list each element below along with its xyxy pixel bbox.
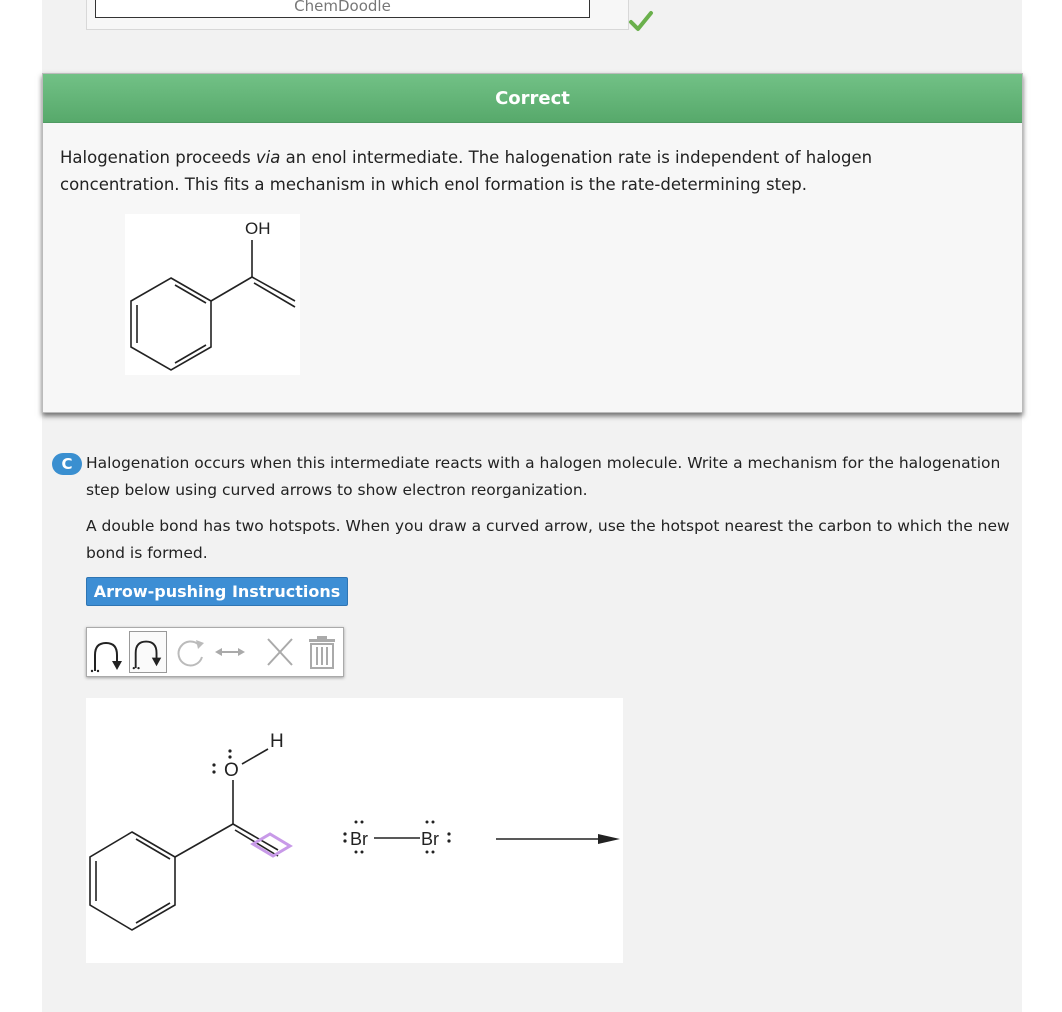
correct-feedback-box: [42, 73, 1023, 413]
mechanism-canvas[interactable]: [86, 698, 623, 963]
single-electron-arrow-icon[interactable]: [129, 631, 167, 673]
resonance-arrow-icon[interactable]: [211, 631, 249, 673]
part-c-question: Halogenation occurs when this intermediate reacts with a halogen molecule. Write a mechanism for the halogenation step below using curved arrows to show electron reorganization.: [86, 454, 1001, 499]
arrow-toolbar: [86, 627, 344, 677]
curved-arrow-icon[interactable]: [89, 631, 127, 673]
feedback-text: Halogenation proceeds via an enol intermediate. The halogenation rate is independent of halogen concentration. This fits a mechanism in which enol formation is the rate-determining step.: [60, 148, 873, 194]
rotate-icon[interactable]: [171, 631, 209, 673]
oxygen-atom: O: [224, 760, 239, 781]
bromine-right: Br: [421, 829, 439, 849]
editor-label: ChemDoodle: [294, 0, 391, 15]
trash-icon[interactable]: [303, 631, 341, 673]
hotspot-note: A double bond has two hotspots. When you draw a curved arrow, use the hotspot nearest the carbon to which the new bond is formed.: [86, 517, 1010, 562]
part-c-badge: C: [52, 453, 82, 475]
check-icon: [628, 10, 654, 32]
hydrogen-atom: H: [270, 731, 284, 752]
delete-x-icon[interactable]: [261, 631, 299, 673]
bromine-left: Br: [350, 829, 368, 849]
enol-structure: [125, 214, 300, 375]
feedback-title: Correct: [43, 74, 1022, 123]
arrow-pushing-instructions-button[interactable]: Arrow-pushing Instructions: [86, 577, 348, 606]
previous-editor-canvas[interactable]: [95, 0, 590, 18]
oh-label: OH: [245, 219, 271, 238]
